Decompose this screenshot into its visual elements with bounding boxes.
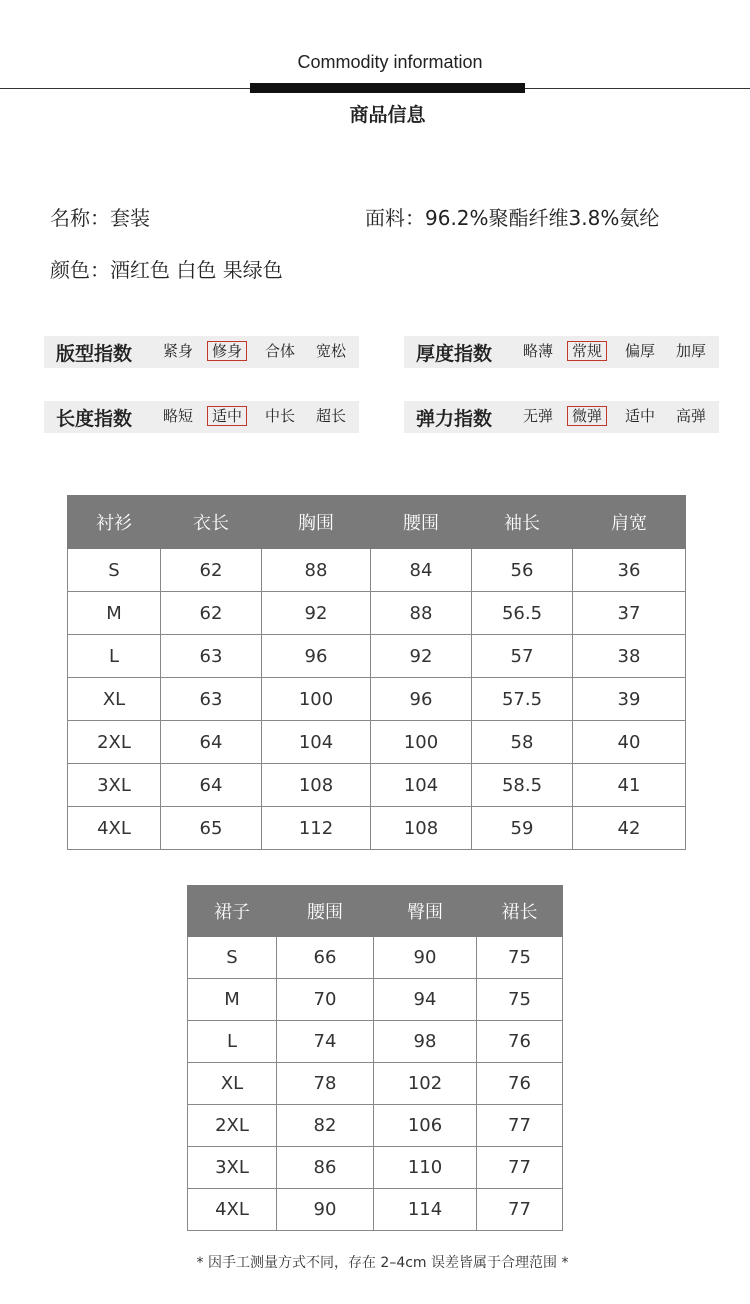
skirt-header-cell: 裙子 (188, 886, 277, 937)
index-thickness-option: 略薄 (523, 342, 554, 360)
table-cell: 90 (374, 937, 477, 979)
table-cell: 77 (477, 1105, 563, 1147)
table-cell: 108 (371, 807, 472, 850)
table-cell: 76 (477, 1021, 563, 1063)
table-cell: 38 (573, 635, 686, 678)
index-length-option: 略短 (163, 407, 194, 425)
table-cell: 114 (374, 1189, 477, 1231)
index-length-title: 长度指数 (56, 408, 133, 430)
table-cell: 78 (277, 1063, 374, 1105)
table-cell: 41 (573, 764, 686, 807)
header-bar (250, 83, 525, 93)
table-row (188, 979, 563, 1021)
table-cell: 94 (374, 979, 477, 1021)
index-length-option: 适中 (207, 406, 247, 426)
index-thickness (404, 336, 719, 368)
index-fit-option: 宽松 (316, 342, 347, 360)
table-cell: L (188, 1021, 277, 1063)
skirt-header-cell: 腰围 (277, 886, 374, 937)
table-cell: 70 (277, 979, 374, 1021)
table-cell: 40 (573, 721, 686, 764)
table-cell: 58.5 (472, 764, 573, 807)
shirt-header-cell: 肩宽 (573, 496, 686, 549)
index-elasticity-option: 无弹 (523, 407, 554, 425)
index-elasticity (404, 401, 719, 433)
table-cell: 76 (477, 1063, 563, 1105)
index-fit-option: 紧身 (163, 342, 194, 360)
table-cell: 75 (477, 979, 563, 1021)
table-cell: 56.5 (472, 592, 573, 635)
skirt-size-table (187, 885, 563, 1231)
table-cell: 77 (477, 1147, 563, 1189)
table-cell: 57 (472, 635, 573, 678)
table-cell: 37 (573, 592, 686, 635)
table-row (188, 937, 563, 979)
table-cell: 92 (371, 635, 472, 678)
header-title-en: Commodity information (297, 52, 483, 72)
table-cell: 86 (277, 1147, 374, 1189)
table-cell: 2XL (188, 1105, 277, 1147)
table-row (188, 1189, 563, 1231)
index-elasticity-option: 高弹 (676, 407, 707, 425)
table-cell: 77 (477, 1189, 563, 1231)
header-title-cn: 商品信息 (349, 104, 426, 126)
index-fit-option: 合体 (265, 342, 296, 360)
table-row (68, 764, 686, 807)
table-cell: 36 (573, 549, 686, 592)
table-row (188, 1105, 563, 1147)
index-fit (44, 336, 359, 368)
table-cell: 88 (262, 549, 371, 592)
table-cell: 2XL (68, 721, 161, 764)
table-cell: 63 (161, 678, 262, 721)
table-row (68, 592, 686, 635)
table-cell: 104 (262, 721, 371, 764)
product-color: 颜色：酒红色 白色 果绿色 (50, 258, 283, 282)
table-cell: 56 (472, 549, 573, 592)
table-cell: 59 (472, 807, 573, 850)
index-elasticity-option: 适中 (625, 407, 656, 425)
index-elasticity-option: 微弹 (567, 406, 607, 426)
table-cell: 4XL (188, 1189, 277, 1231)
table-cell: 4XL (68, 807, 161, 850)
shirt-size-table (67, 495, 686, 850)
table-cell: 98 (374, 1021, 477, 1063)
table-cell: 57.5 (472, 678, 573, 721)
shirt-header-cell: 衬衫 (68, 496, 161, 549)
table-cell: 100 (262, 678, 371, 721)
product-fabric: 面料：96.2%聚酯纤维3.8%氨纶 (365, 206, 660, 230)
shirt-header-cell: 腰围 (371, 496, 472, 549)
shirt-header-cell: 衣长 (161, 496, 262, 549)
table-cell: 108 (262, 764, 371, 807)
table-cell: 74 (277, 1021, 374, 1063)
skirt-header-cell: 臀围 (374, 886, 477, 937)
table-cell: 104 (371, 764, 472, 807)
index-length-option: 超长 (316, 407, 347, 425)
table-cell: L (68, 635, 161, 678)
skirt-table-header (188, 886, 563, 937)
table-row (68, 635, 686, 678)
table-cell: 112 (262, 807, 371, 850)
measurement-note: * 因手工测量方式不同，存在 2–4cm 误差皆属于合理范围 * (196, 1255, 569, 1271)
index-fit-title: 版型指数 (56, 343, 133, 365)
index-thickness-title: 厚度指数 (416, 343, 493, 365)
table-cell: 66 (277, 937, 374, 979)
table-cell: M (68, 592, 161, 635)
table-cell: 84 (371, 549, 472, 592)
table-cell: S (68, 549, 161, 592)
table-cell: M (188, 979, 277, 1021)
table-row (188, 1021, 563, 1063)
table-cell: S (188, 937, 277, 979)
table-cell: 106 (374, 1105, 477, 1147)
table-cell: 90 (277, 1189, 374, 1231)
index-length-option: 中长 (265, 407, 296, 425)
table-cell: 96 (262, 635, 371, 678)
table-cell: 62 (161, 592, 262, 635)
table-row (68, 549, 686, 592)
index-fit-option: 修身 (207, 341, 247, 361)
table-row (68, 807, 686, 850)
table-cell: 65 (161, 807, 262, 850)
index-thickness-option: 偏厚 (625, 342, 656, 360)
table-row (188, 1147, 563, 1189)
table-cell: 96 (371, 678, 472, 721)
product-name: 名称：套装 (50, 206, 150, 230)
shirt-header-cell: 袖长 (472, 496, 573, 549)
table-cell: 110 (374, 1147, 477, 1189)
table-cell: 58 (472, 721, 573, 764)
shirt-header-cell: 胸围 (262, 496, 371, 549)
table-cell: 82 (277, 1105, 374, 1147)
table-row (68, 721, 686, 764)
table-cell: 100 (371, 721, 472, 764)
table-cell: 42 (573, 807, 686, 850)
table-row (68, 678, 686, 721)
index-thickness-option: 常规 (567, 341, 607, 361)
table-cell: XL (188, 1063, 277, 1105)
table-cell: 62 (161, 549, 262, 592)
index-thickness-option: 加厚 (676, 342, 707, 360)
table-cell: XL (68, 678, 161, 721)
index-elasticity-title: 弹力指数 (416, 408, 493, 430)
table-row (188, 1063, 563, 1105)
table-cell: 92 (262, 592, 371, 635)
table-cell: 63 (161, 635, 262, 678)
table-cell: 88 (371, 592, 472, 635)
table-cell: 102 (374, 1063, 477, 1105)
table-cell: 3XL (188, 1147, 277, 1189)
table-cell: 64 (161, 764, 262, 807)
table-cell: 3XL (68, 764, 161, 807)
table-cell: 64 (161, 721, 262, 764)
shirt-table-header (68, 496, 686, 549)
table-cell: 75 (477, 937, 563, 979)
skirt-header-cell: 裙长 (477, 886, 563, 937)
table-cell: 39 (573, 678, 686, 721)
index-length (44, 401, 359, 433)
